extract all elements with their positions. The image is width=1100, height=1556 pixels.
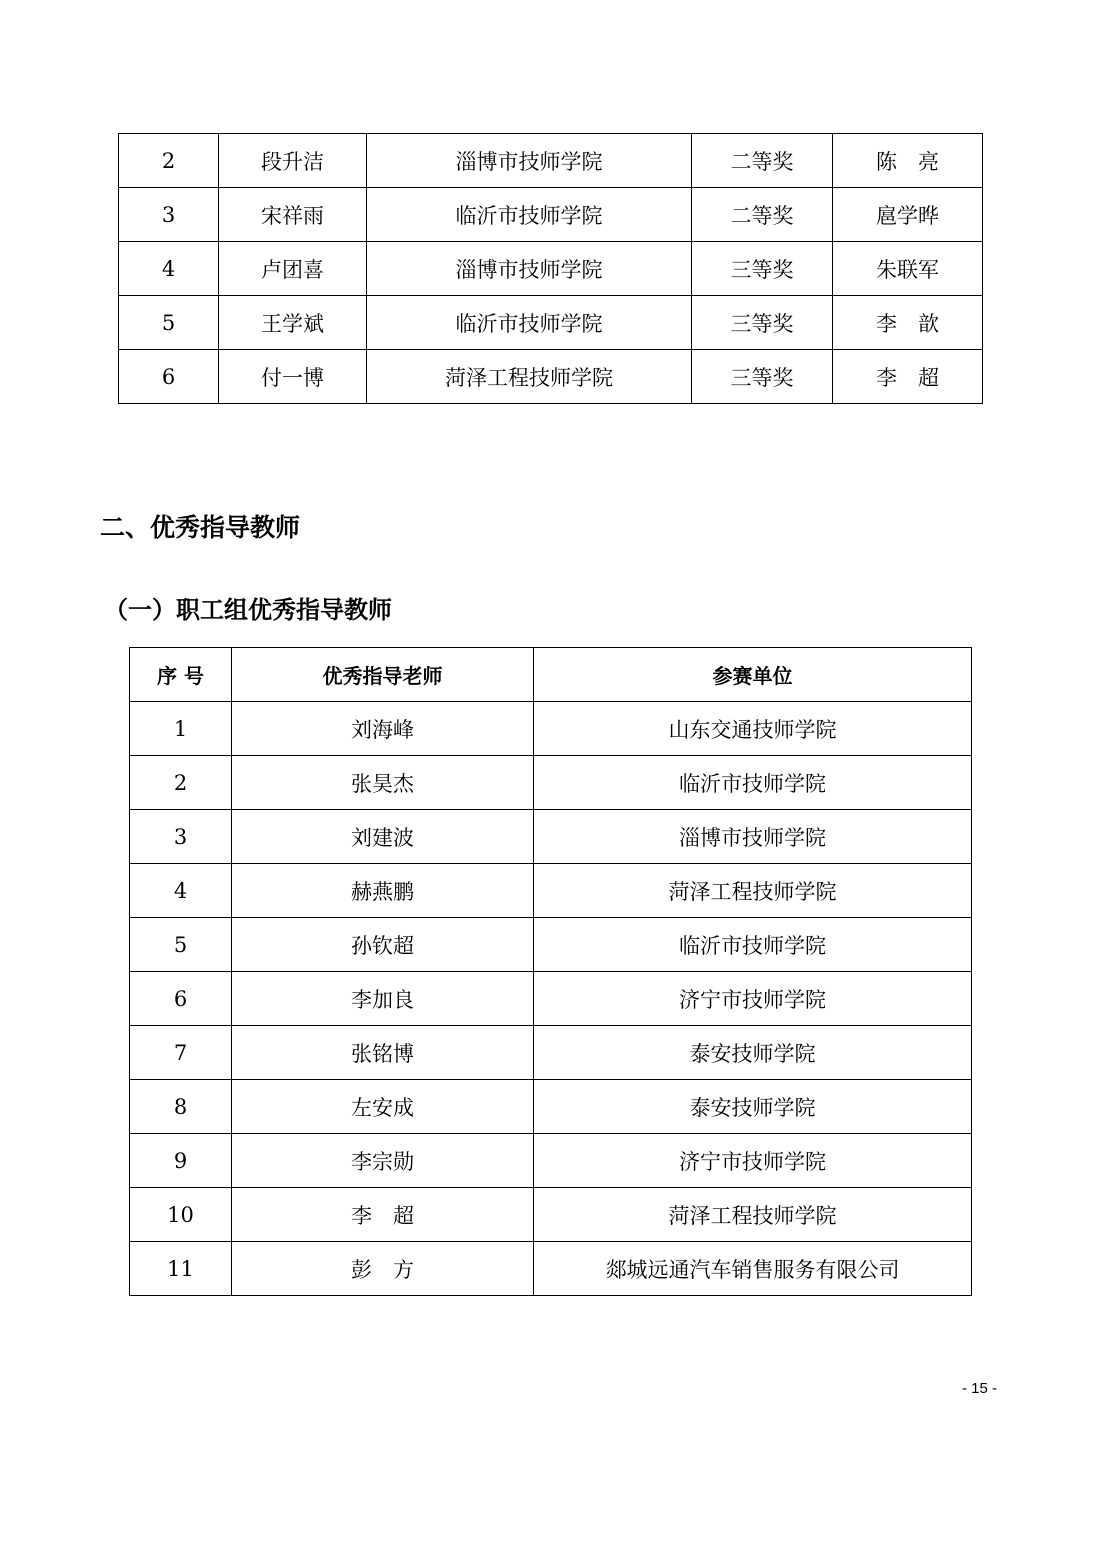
teacher-row [130, 1080, 972, 1134]
cell-unit: 淄博市技师学院 [534, 810, 972, 864]
cell-no: 4 [130, 864, 232, 918]
teacher-row [130, 864, 972, 918]
section-title: 二、优秀指导教师 [100, 513, 301, 542]
cell-unit: 郯城远通汽车销售服务有限公司 [534, 1242, 972, 1296]
cell-no: 4 [119, 242, 219, 296]
cell-no: 6 [130, 972, 232, 1026]
cell-teacher: 李 歆 [833, 296, 983, 350]
cell-teacher: 彭 方 [232, 1242, 534, 1296]
cell-teacher: 张昊杰 [232, 756, 534, 810]
page-number: - 15 - [962, 1380, 998, 1397]
header-no: 序 号 [130, 648, 232, 702]
award-row [119, 296, 983, 350]
cell-teacher: 陈 亮 [833, 134, 983, 188]
cell-unit: 淄博市技师学院 [367, 242, 692, 296]
cell-no: 1 [130, 702, 232, 756]
cell-no: 9 [130, 1134, 232, 1188]
teacher-row [130, 1242, 972, 1296]
cell-unit: 临沂市技师学院 [534, 918, 972, 972]
header-teacher: 优秀指导老师 [232, 648, 534, 702]
cell-no: 3 [130, 810, 232, 864]
header-unit: 参赛单位 [534, 648, 972, 702]
cell-teacher: 李 超 [232, 1188, 534, 1242]
cell-teacher: 扈学晔 [833, 188, 983, 242]
cell-teacher: 左安成 [232, 1080, 534, 1134]
cell-unit: 淄博市技师学院 [367, 134, 692, 188]
cell-name: 付一博 [219, 350, 367, 404]
cell-award: 三等奖 [692, 350, 833, 404]
cell-unit: 济宁市技师学院 [534, 972, 972, 1026]
cell-award: 三等奖 [692, 296, 833, 350]
cell-no: 5 [119, 296, 219, 350]
teacher-table [129, 647, 972, 1296]
teacher-row [130, 972, 972, 1026]
teacher-row [130, 1026, 972, 1080]
cell-award: 二等奖 [692, 188, 833, 242]
cell-no: 3 [119, 188, 219, 242]
cell-unit: 菏泽工程技师学院 [367, 350, 692, 404]
cell-unit: 菏泽工程技师学院 [534, 864, 972, 918]
cell-teacher: 李加良 [232, 972, 534, 1026]
cell-teacher: 张铭博 [232, 1026, 534, 1080]
award-row [119, 134, 983, 188]
teacher-row [130, 918, 972, 972]
cell-teacher: 孙钦超 [232, 918, 534, 972]
cell-no: 2 [130, 756, 232, 810]
cell-no: 7 [130, 1026, 232, 1080]
cell-no: 6 [119, 350, 219, 404]
teacher-table-header-row [130, 648, 972, 702]
award-row [119, 242, 983, 296]
teacher-row [130, 1134, 972, 1188]
cell-name: 段升洁 [219, 134, 367, 188]
award-table [118, 133, 983, 404]
cell-teacher: 赫燕鹏 [232, 864, 534, 918]
cell-no: 11 [130, 1242, 232, 1296]
cell-teacher: 李 超 [833, 350, 983, 404]
cell-no: 5 [130, 918, 232, 972]
cell-unit: 山东交通技师学院 [534, 702, 972, 756]
cell-award: 二等奖 [692, 134, 833, 188]
cell-teacher: 刘海峰 [232, 702, 534, 756]
cell-no: 10 [130, 1188, 232, 1242]
cell-name: 卢团喜 [219, 242, 367, 296]
teacher-row [130, 702, 972, 756]
award-row [119, 188, 983, 242]
cell-unit: 济宁市技师学院 [534, 1134, 972, 1188]
cell-name: 宋祥雨 [219, 188, 367, 242]
subsection-title: （一）职工组优秀指导教师 [104, 596, 392, 624]
award-row [119, 350, 983, 404]
cell-unit: 临沂市技师学院 [367, 188, 692, 242]
cell-teacher: 朱联军 [833, 242, 983, 296]
cell-no: 8 [130, 1080, 232, 1134]
cell-unit: 临沂市技师学院 [534, 756, 972, 810]
teacher-row [130, 756, 972, 810]
teacher-row [130, 1188, 972, 1242]
cell-teacher: 李宗勋 [232, 1134, 534, 1188]
cell-award: 三等奖 [692, 242, 833, 296]
cell-teacher: 刘建波 [232, 810, 534, 864]
cell-unit: 泰安技师学院 [534, 1026, 972, 1080]
teacher-row [130, 810, 972, 864]
cell-unit: 菏泽工程技师学院 [534, 1188, 972, 1242]
cell-unit: 临沂市技师学院 [367, 296, 692, 350]
cell-no: 2 [119, 134, 219, 188]
cell-unit: 泰安技师学院 [534, 1080, 972, 1134]
cell-name: 王学斌 [219, 296, 367, 350]
